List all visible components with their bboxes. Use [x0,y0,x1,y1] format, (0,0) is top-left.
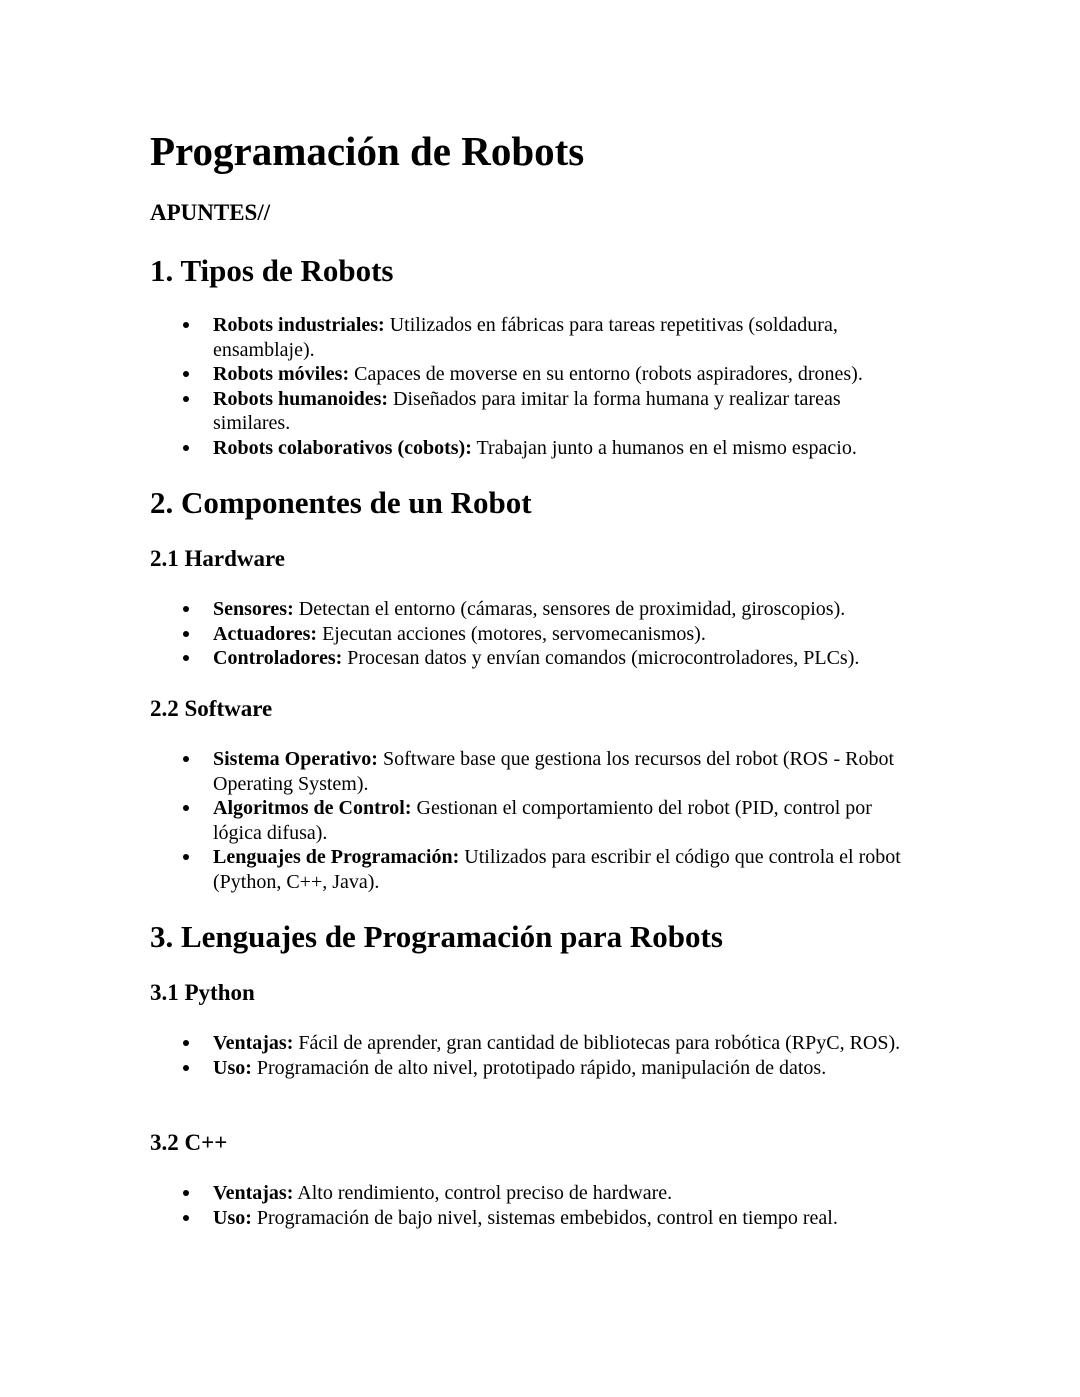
bullet-icon [183,805,189,811]
item-text: Trabajan junto a humanos en el mismo espacio. [471,436,857,459]
item-label: Algoritmos de Control: [213,797,412,819]
bullet-icon [183,756,189,762]
list-item [0,362,913,387]
subsection-heading-cpp: 3.2 C++ [150,1130,228,1155]
item-label: Robots colaborativos (cobots): [213,436,472,459]
item-text: Diseñados para imitar la forma humana y realizar tareas similares. [213,387,841,434]
list-item [0,313,913,362]
item-label: Sistema Operativo: [213,748,378,770]
item-label: Robots móviles: [213,363,350,385]
item-label: Robots industriales: [213,314,385,336]
bullet-icon [183,854,189,860]
section-heading-tipos: 1. Tipos de Robots [150,253,394,288]
list-item [0,1056,913,1081]
list-item [0,387,913,436]
bullet-icon [183,1215,189,1221]
list-item [0,597,913,622]
item-text: Procesan datos y envían comandos (microcontroladores, PLCs). [342,647,860,669]
item-text: Programación de bajo nivel, sistemas embebidos, control en tiempo real. [251,1206,838,1229]
bullet-icon [183,445,189,451]
bullet-icon [183,631,189,637]
list-item [0,1206,913,1231]
list-item [0,436,913,461]
item-label: Uso: [213,1206,252,1229]
list-item [0,747,913,796]
item-label: Actuadores: [213,622,318,645]
bullet-icon [183,655,189,661]
item-label: Robots humanoides: [213,387,389,410]
subsection-heading-python: 3.1 Python [150,980,255,1005]
item-text: Programación de alto nivel, prototipado rápido, manipulación de datos. [251,1056,827,1079]
item-text: Utilizados para escribir el código que controla el robot (Python, C++, Java). [213,846,901,893]
list-software [0,747,1080,894]
bullet-icon [183,1040,189,1046]
list-cpp [0,1181,1080,1230]
list-item [0,622,913,647]
section-heading-lenguajes: 3. Lenguajes de Programación para Robots [150,919,723,954]
item-label: Controladores: [213,647,343,669]
item-text: Gestionan el comportamiento del robot (PID, control por lógica difusa). [213,797,872,844]
list-item [0,646,913,671]
item-text: Ejecutan acciones (motores, servomecanismos). [317,622,706,645]
bullet-icon [183,1190,189,1196]
item-text: Utilizados en fábricas para tareas repetitivas (soldadura, ensamblaje). [213,314,838,361]
item-text: Alto rendimiento, control preciso de hardware. [293,1182,673,1204]
item-label: Ventajas: [213,1032,294,1054]
subsection-heading-hardware: 2.1 Hardware [150,546,286,571]
section-heading-componentes: 2. Componentes de un Robot [150,485,532,520]
item-text: Capaces de moverse en su entorno (robots aspiradores, drones). [349,363,863,385]
list-item [0,796,913,845]
bullet-icon [183,371,189,377]
bullet-icon [183,322,189,328]
item-label: Uso: [213,1056,252,1079]
list-item [0,1181,913,1206]
list-hardware [0,597,1080,671]
item-text: Fácil de aprender, gran cantidad de bibliotecas para robótica (RPyC, ROS). [293,1032,901,1054]
list-item [0,845,913,894]
list-python [0,1031,1080,1080]
document-title: Programación de Robots [150,128,585,174]
item-text: Software base que gestiona los recursos del robot (ROS - Robot Operating System). [213,748,894,795]
subsection-heading-software: 2.2 Software [150,696,273,721]
item-label: Sensores: [213,598,294,620]
bullet-icon [183,396,189,402]
item-label: Lenguajes de Programación: [213,846,460,868]
item-text: Detectan el entorno (cámaras, sensores de proximidad, giroscopios). [293,598,846,620]
bullet-icon [183,606,189,612]
list-item [0,1031,913,1056]
document-subtitle: APUNTES// [150,200,271,225]
bullet-icon [183,1065,189,1071]
list-tipos-robots [0,313,1080,460]
item-label: Ventajas: [213,1182,294,1204]
